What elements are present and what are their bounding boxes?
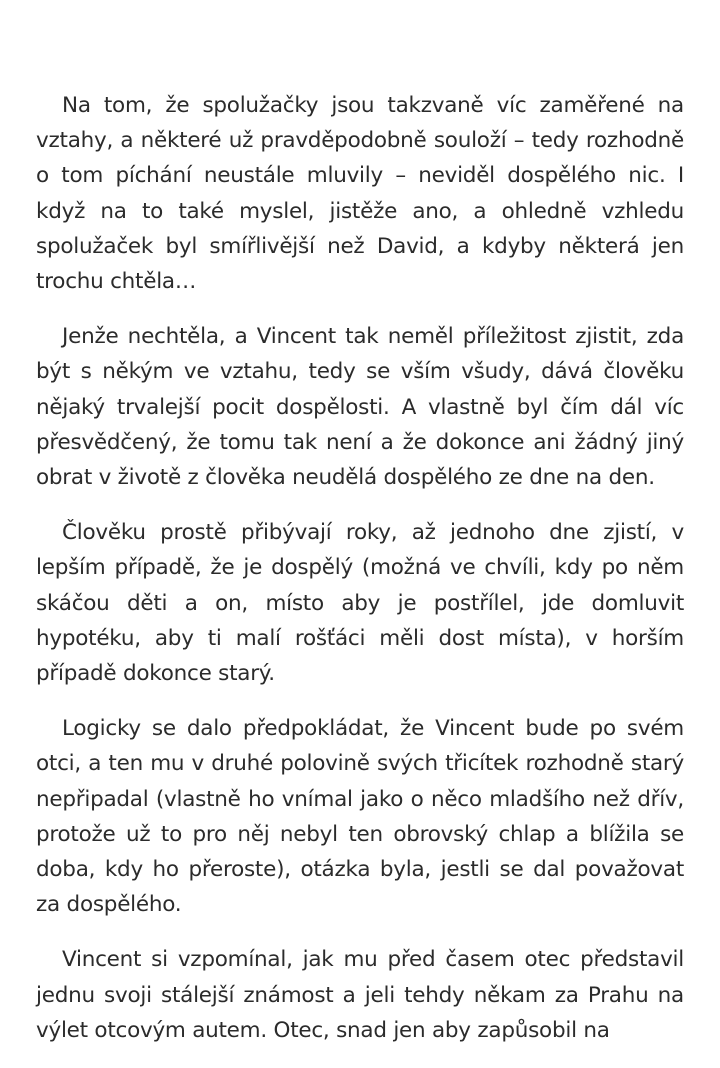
paragraph: Logicky se dalo předpokládat, že Vincent bude po svém otci, a ten mu v druhé polovině svých třicítek rozhodně starý nepřipadal (vlastně ho vnímal jako o něco mladšího než dřív, protože už to pro něj nebyl ten obrovský chlap a blížila se doba, kdy ho přeroste), otázka byla, jestli se dal považovat za dospělého. [36,716,684,918]
paragraph: Vincent si vzpomínal, jak mu před časem otec představil jednu svoji stálejší známost a jeli tehdy někam za Prahu na výlet otcovým autem. Otec, snad jen aby zapůsobil na [36,947,684,1043]
document-page [36,88,684,1068]
paragraph: Jenže nechtěla, a Vincent tak neměl příležitost zjistit, zda být s někým ve vztahu, tedy se vším všudy, dává člověku nějaký trvalejší pocit dospělosti. A vlastně byl čím dál víc přesvědčený, že tomu tak není a že dokonce ani žádný jiný obrat v životě z člověka neudělá dospělého ze dne na den. [36,324,684,491]
paragraph: Člověku prostě přibývají roky, až jednoho dne zjistí, v lepším případě, že je dospělý (možná ve chvíli, kdy po něm skáčou děti a on, místo aby je postřílel, jde domluvit hypotéku, aby ti malí rošťáci měli dost místa), v horším případě dokonce starý. [36,520,684,687]
paragraph: Na tom, že spolužačky jsou takzvaně víc zaměřené na vztahy, a některé už pravděpodobně souloží – tedy rozhodně o tom píchání neustále mluvily – neviděl dospělého nic. I když na to také myslel, jistěže ano, a ohledně vzhledu spolužaček byl smířlivější než David, a kdyby některá jen trochu chtěla… [36,93,684,295]
